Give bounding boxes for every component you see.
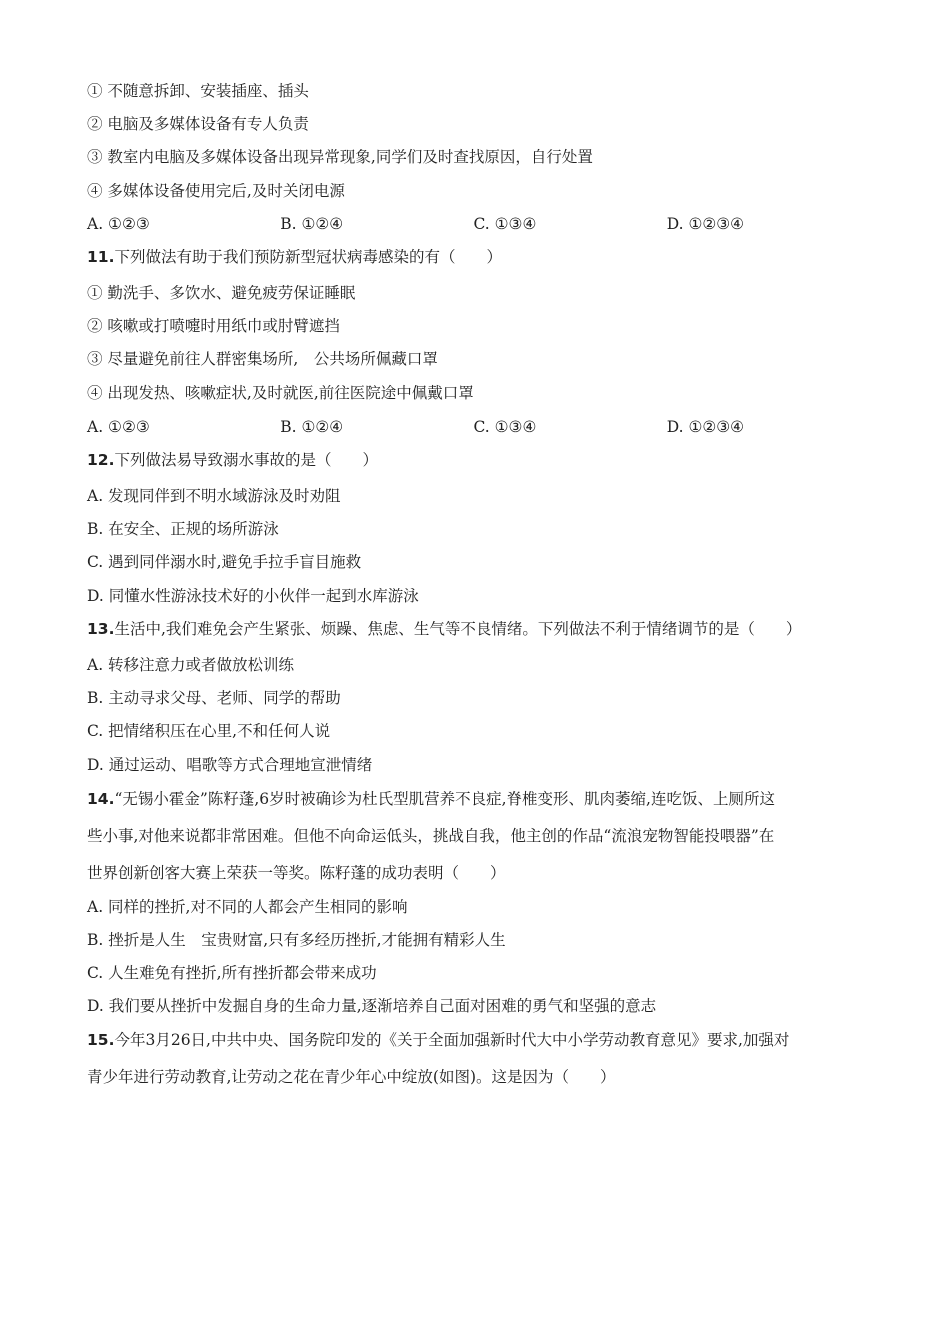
q12-stem-text: 下列做法易导致溺水事故的是（ ） <box>114 451 378 469</box>
q11-options <box>87 416 860 438</box>
q13-number: 13. <box>87 620 115 638</box>
q11-item-1: ① 勤洗手、多饮水、避免疲劳保证睡眠 <box>87 284 356 302</box>
q14-stem-line-1 <box>87 788 860 810</box>
q10-option-c: C. ①③④ <box>473 215 537 233</box>
q10-option-b: B. ①②④ <box>280 215 344 233</box>
q12-number: 12. <box>87 451 115 469</box>
q10-option-a: A. ①②③ <box>87 215 150 233</box>
q14-stem-line-3: 世界创新创客大赛上荣获一等奖。陈籽蓬的成功表明（ ） <box>87 864 506 882</box>
q15-stem-line-2: 青少年进行劳动教育,让劳动之花在青少年心中绽放(如图)。这是因为（ ） <box>87 1068 616 1086</box>
q11-item-3: ③ 尽量避免前往人群密集场所, 公共场所佩藏口罩 <box>87 350 438 368</box>
q13-option-d: D. 通过运动、唱歌等方式合理地宣泄情绪 <box>87 756 373 774</box>
q10-item-3: ③ 教室内电脑及多媒体设备出现异常现象,同学们及时查找原因，自行处置 <box>87 148 593 166</box>
q12-stem <box>87 449 860 471</box>
q14-number: 14. <box>87 790 115 808</box>
q14-stem-text-1: “无锡小霍金”陈籽蓬,6岁时被确诊为杜氏型肌营养不良症,脊椎变形、肌肉萎缩,连吃饭、上厕所这 <box>114 790 775 808</box>
q11-number: 11. <box>87 248 115 266</box>
q15-stem-text-1: 今年3月26日,中共中央、国务院印发的《关于全面加强新时代大中小学劳动教育意见》要求,加强对 <box>114 1031 790 1049</box>
q15-number: 15. <box>87 1031 115 1049</box>
q13-stem-text: 生活中,我们难免会产生紧张、烦躁、焦虑、生气等不良情绪。下列做法不利于情绪调节的是（ ） <box>114 620 802 638</box>
q10-item-2: ② 电脑及多媒体设备有专人负责 <box>87 115 309 133</box>
q11-stem-text: 下列做法有助于我们预防新型冠状病毒感染的有（ ） <box>114 248 502 266</box>
q10-item-1: ① 不随意拆卸、安装插座、插头 <box>87 82 309 100</box>
q13-option-a: A. 转移注意力或者做放松训练 <box>87 656 295 674</box>
q14-option-b: B. 挫折是人生 宝贵财富,只有多经历挫折,才能拥有精彩人生 <box>87 931 506 949</box>
q12-option-a: A. 发现同伴到不明水域游泳及时劝阻 <box>87 487 341 505</box>
q10-item-4: ④ 多媒体设备使用完后,及时关闭电源 <box>87 182 345 200</box>
q13-stem <box>87 618 860 640</box>
q14-stem-line-2: 些小事,对他来说都非常困难。但他不向命运低头，挑战自我，他主创的作品“流浪宠物智能投喂器”在 <box>87 827 775 845</box>
q14-option-a: A. 同样的挫折,对不同的人都会产生相同的影响 <box>87 898 408 916</box>
q12-option-b: B. 在安全、正规的场所游泳 <box>87 520 279 538</box>
q11-option-c: C. ①③④ <box>473 418 537 436</box>
q11-item-2: ② 咳嗽或打喷嚏时用纸巾或肘臂遮挡 <box>87 317 340 335</box>
q13-option-b: B. 主动寻求父母、老师、同学的帮助 <box>87 689 341 707</box>
q15-stem-line-1 <box>87 1029 860 1051</box>
q11-option-b: B. ①②④ <box>280 418 344 436</box>
q11-stem <box>87 246 860 268</box>
q11-option-a: A. ①②③ <box>87 418 150 436</box>
q14-option-d: D. 我们要从挫折中发掘自身的生命力量,逐渐培养自己面对困难的勇气和坚强的意志 <box>87 997 657 1015</box>
q11-item-4: ④ 出现发热、咳嗽症状,及时就医,前往医院途中佩戴口罩 <box>87 384 474 402</box>
q13-option-c: C. 把情绪积压在心里,不和任何人说 <box>87 722 331 740</box>
q12-option-d: D. 同懂水性游泳技术好的小伙伴一起到水库游泳 <box>87 587 419 605</box>
q10-option-d: D. ①②③④ <box>666 215 745 233</box>
q11-option-d: D. ①②③④ <box>666 418 745 436</box>
q12-option-c: C. 遇到同伴溺水时,避免手拉手盲目施救 <box>87 553 362 571</box>
q14-option-c: C. 人生难免有挫折,所有挫折都会带来成功 <box>87 964 377 982</box>
q10-options <box>87 213 860 235</box>
